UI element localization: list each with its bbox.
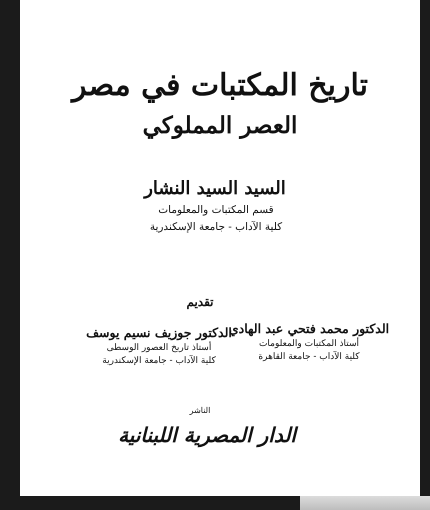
author-name: السيد السيد النشار <box>144 178 286 199</box>
presenter-block <box>74 324 244 368</box>
presenter-title: أستاذ تاريخ العصور الوسطى <box>106 343 212 353</box>
author-faculty: كلية الآداب - جامعة الإسكندرية <box>149 221 283 233</box>
presenter-name: الدكتور محمد فتحي عبد الهادي <box>228 321 390 336</box>
publisher-label: الناشر <box>189 406 211 415</box>
presenter-affiliation: كلية الآداب - جامعة القاهرة <box>258 352 360 362</box>
book-title-page <box>20 0 420 496</box>
publisher-name: الدار المصرية اللبنانية <box>118 423 296 447</box>
presenter-title: أستاذ المكتبات والمعلومات <box>258 339 360 349</box>
presenter-affiliation: كلية الآداب - جامعة الإسكندرية <box>102 356 216 366</box>
book-subtitle: العصر المملوكي <box>142 112 298 139</box>
author-department: قسم المكتبات والمعلومات <box>158 204 274 216</box>
page-edge-shadow <box>300 496 430 510</box>
presenter-name: الدكتور جوزيف نسيم يوسف <box>86 325 232 340</box>
introduction-label: تقديم <box>186 295 214 309</box>
presenter-block <box>224 320 394 364</box>
book-title: تاريخ المكتبات في مصر <box>72 68 368 103</box>
